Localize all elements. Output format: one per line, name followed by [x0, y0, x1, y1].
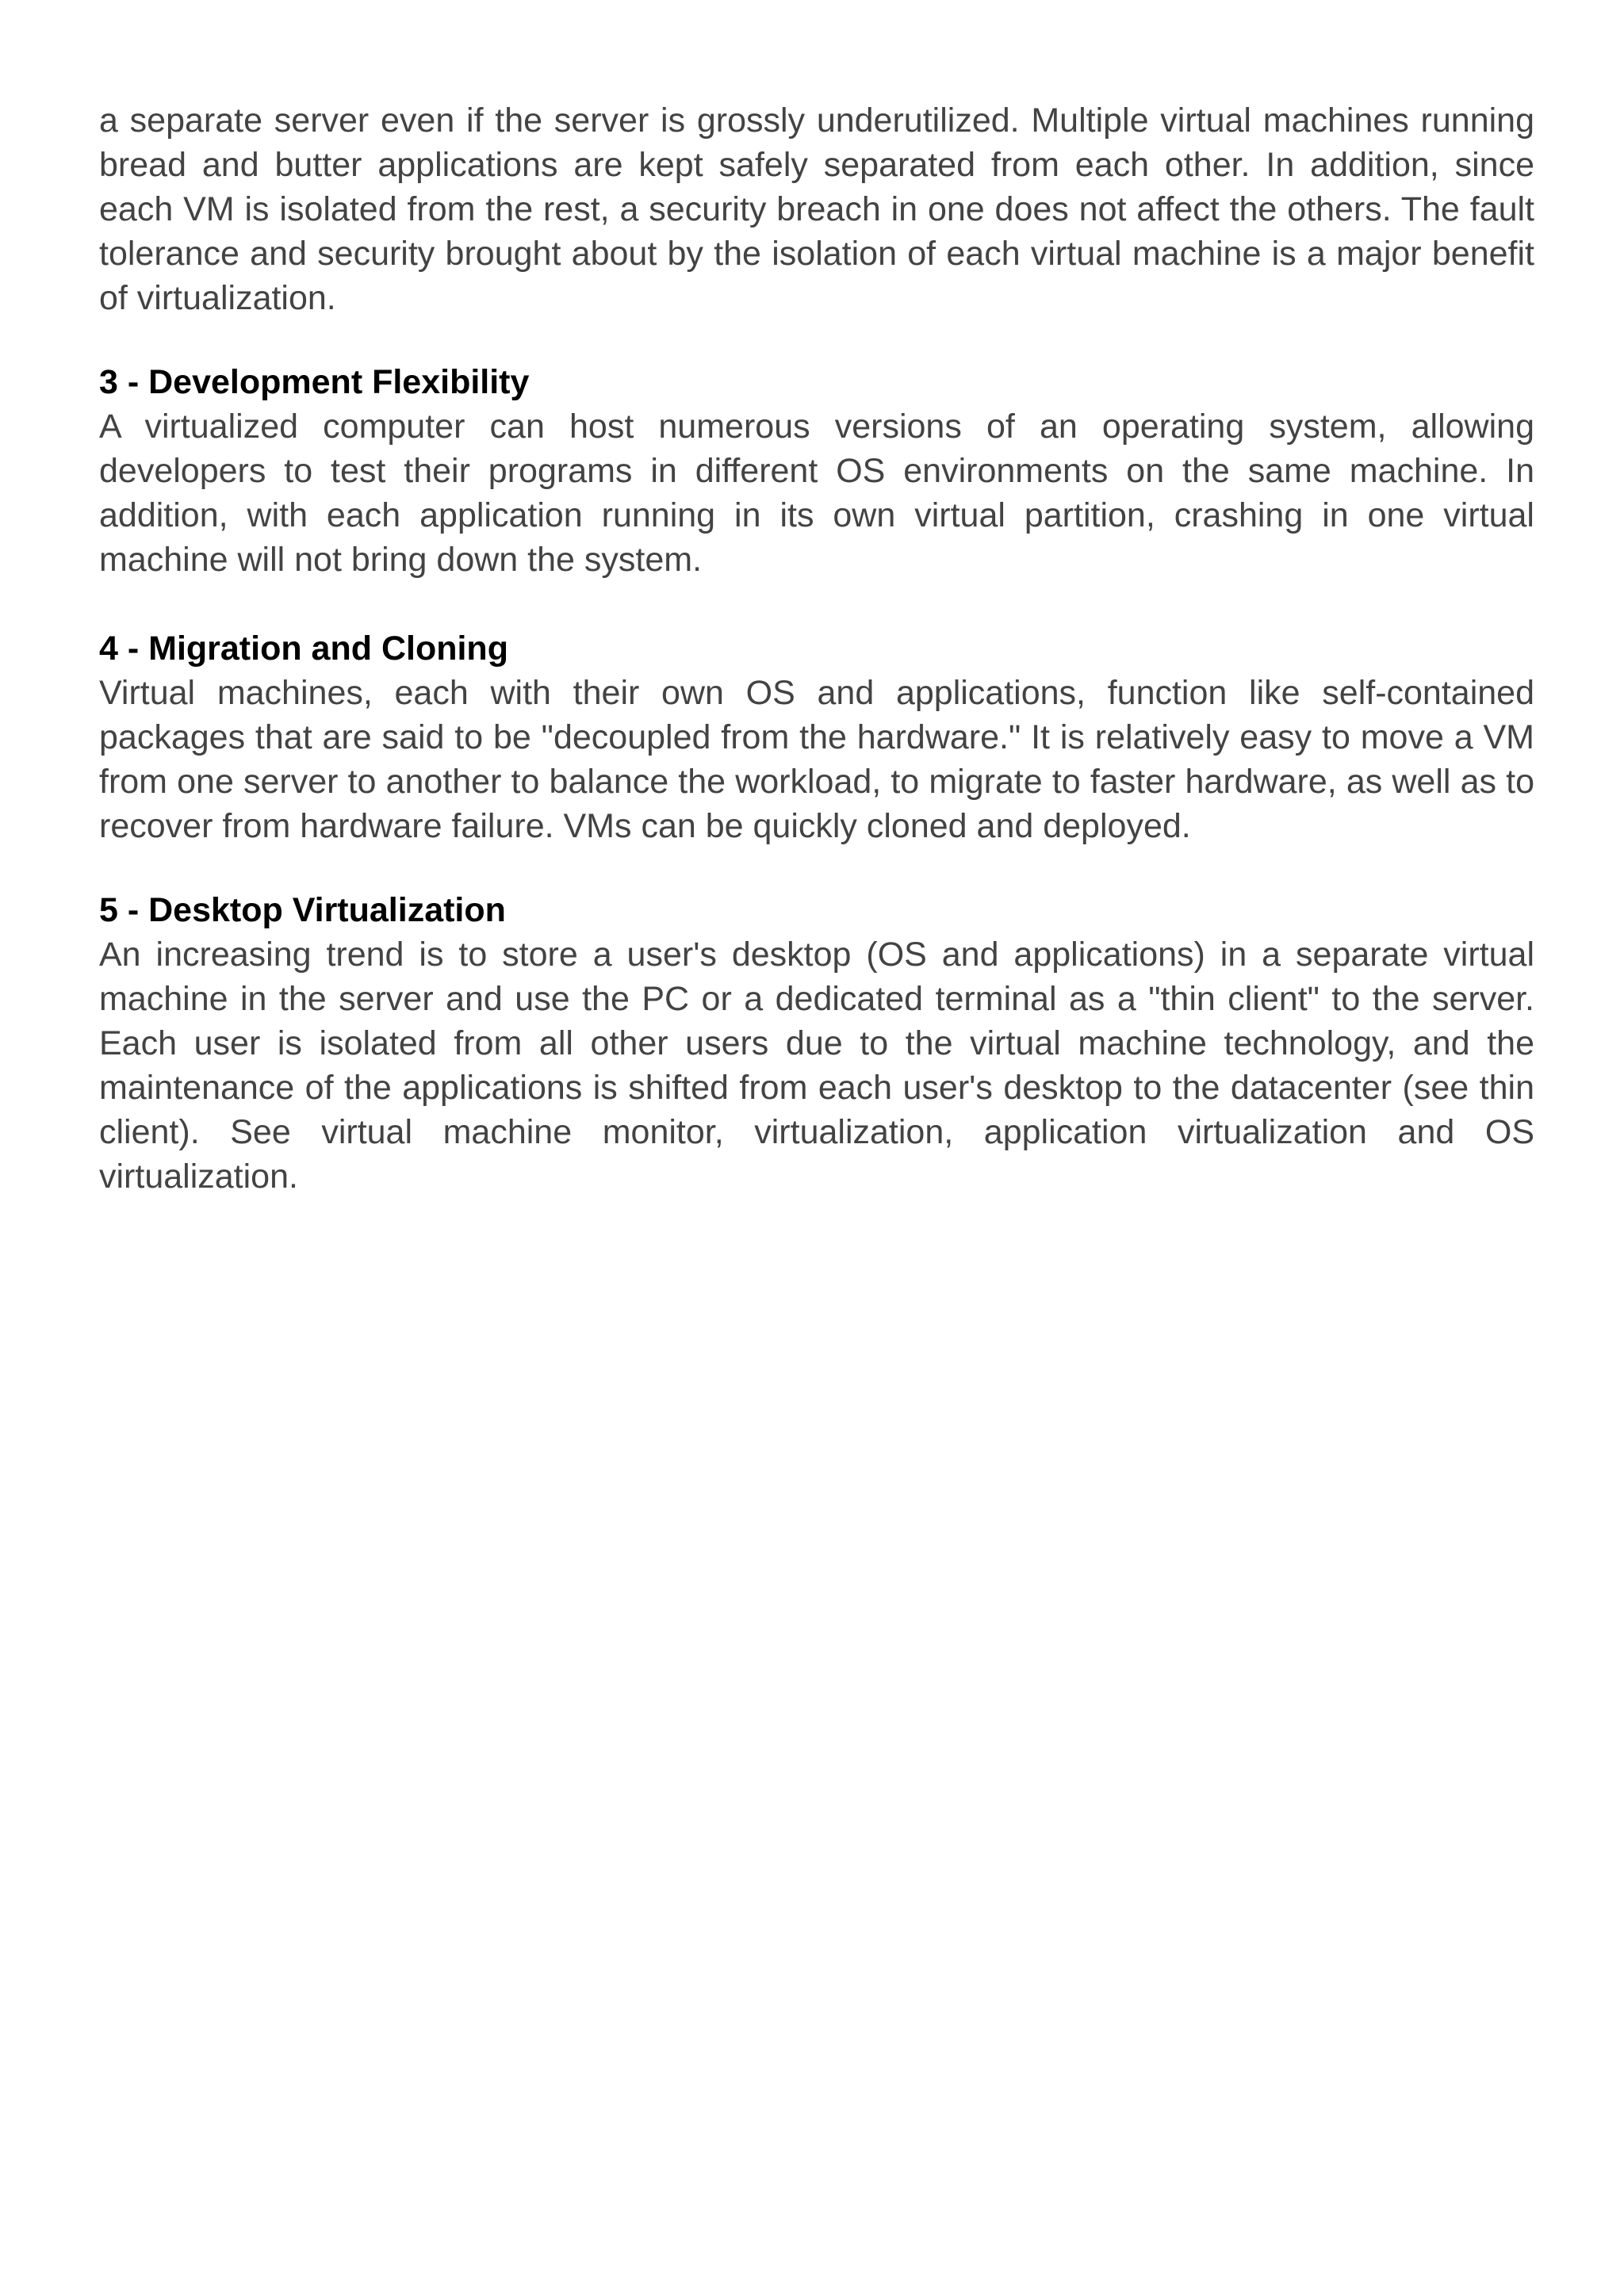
- section-spacer: [99, 320, 1534, 360]
- section-heading: 4 - Migration and Cloning: [99, 629, 508, 668]
- section-heading: 5 - Desktop Virtualization: [99, 891, 506, 929]
- section-paragraph: An increasing trend is to store a user's desktop (OS and applications) in a separate virtual machine in the server and use the PC or a dedicated terminal as a "thin client" to the server. Each user is isolated from all other users due to the virtual machine technology, and the maintenance of the applications is shifted from each user's desktop to the datacenter (see thin client). See virtual machine monitor, virtualization, application virtualization and OS virtualization.: [99, 936, 1534, 1196]
- section-migration-and-cloning: [99, 626, 1534, 848]
- section-paragraph: Virtual machines, each with their own OS and applications, function like self-contained packages that are said to be "decoupled from the hardware." It is relatively easy to move a VM from one server to another to balance the workload, to migrate to faster hardware, as well as to recover from hardware failure. VMs can be quickly cloned and deployed.: [99, 674, 1534, 845]
- section-paragraph: A virtualized computer can host numerous versions of an operating system, allowing developers to test their programs in different OS environments on the same machine. In addition, with each application running in its own virtual partition, crashing in one virtual machine will not bring down the system.: [99, 408, 1534, 579]
- section-spacer: [99, 582, 1534, 626]
- section-heading: 3 - Development Flexibility: [99, 363, 530, 401]
- section-spacer: [99, 848, 1534, 888]
- section-development-flexibility: [99, 360, 1534, 582]
- document-page: [99, 0, 1534, 2296]
- intro-paragraph: a separate server even if the server is grossly underutilized. Multiple virtual machines running bread and butter applications are kept safely separated from each other. In addition, since each VM is isolated from the rest, a security breach in one does not affect the others. The fault tolerance and security brought about by the isolation of each virtual machine is a major benefit of virtualization.: [99, 101, 1534, 317]
- section-desktop-virtualization: [99, 888, 1534, 1199]
